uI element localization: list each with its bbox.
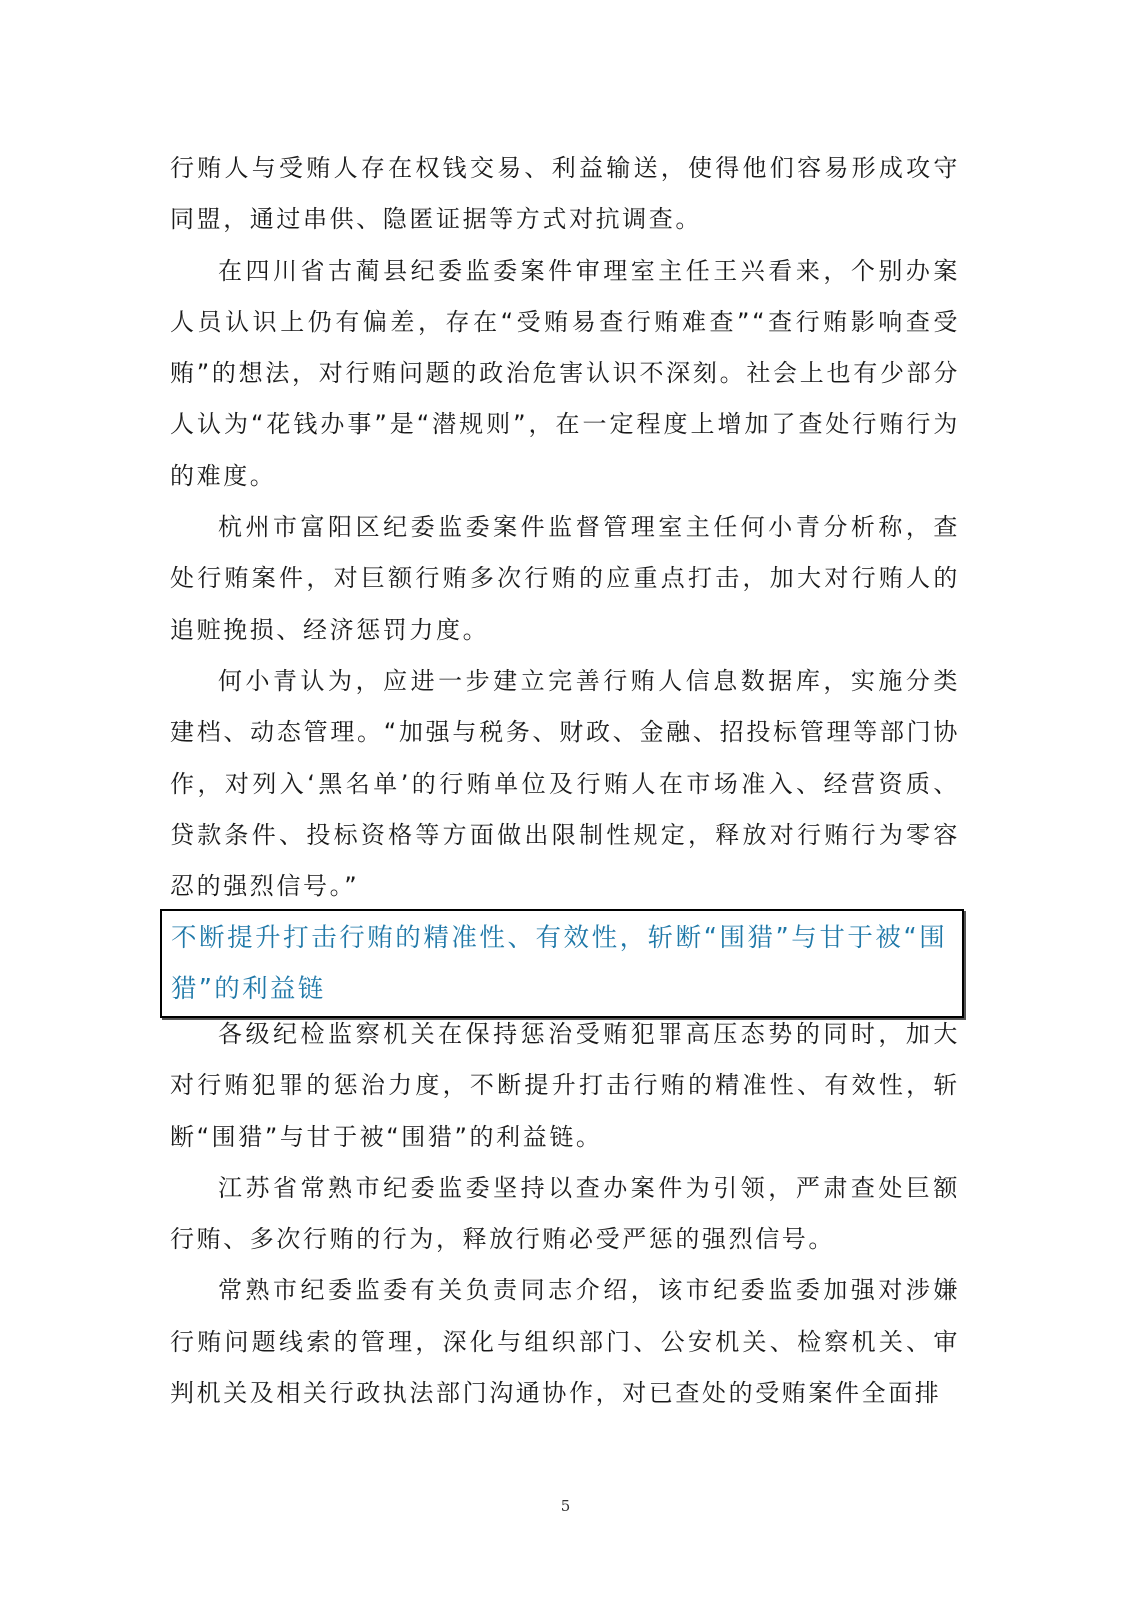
paragraph-changshu-official: 常熟市纪委监委有关负责同志介绍，该市纪委监委加强对涉嫌行贿问题线索的管理，深化与组织部门、公安机关、检察机关、审判机关及相关行政执法部门沟通协作，对已查处的受贿案件全面排 (170, 1276, 960, 1408)
paragraph-changshu: 江苏省常熟市纪委监委坚持以查办案件为引领，严肃查处巨额行贿、多次行贿的行为，释放行贿必受严惩的强烈信号。 (170, 1173, 960, 1254)
paragraph-he-xiaoqing-database: 何小青认为，应进一步建立完善行贿人信息数据库，实施分类建档、动态管理。“加强与税务、财政、金融、招投标管理等部门协作，对列入‘黑名单’的行贿单位及行贿人在市场准入、经营资质、贷款条件、投标资格等方面做出限制性规定，释放对行贿行为零容忍的强烈信号。” (170, 666, 960, 901)
page-number: 5 (560, 1497, 571, 1515)
paragraph-continuation: 行贿人与受贿人存在权钱交易、利益输送，使得他们容易形成攻守同盟，通过串供、隐匿证据等方式对抗调查。 (170, 154, 960, 234)
top-text-block (170, 143, 960, 912)
paragraph-he-xiaoqing-analysis: 杭州市富阳区纪委监委案件监督管理室主任何小青分析称，查处行贿案件，对巨额行贿多次行贿的应重点打击，加大对行贿人的追赃挽损、经济惩罚力度。 (170, 513, 960, 644)
bottom-text-block (170, 1009, 960, 1419)
section-heading: 不断提升打击行贿的精准性、有效性，斩断“围猎”与甘于被“围猎”的利益链 (171, 923, 947, 1004)
paragraph-wang-xing: 在四川省古蔺县纪委监委案件审理室主任王兴看来，个别办案人员认识上仍有偏差，存在“受贿易查行贿难查”“查行贿影响查受贿”的想法，对行贿问题的政治危害认识不深刻。社会上也有少部分人认为“花钱办事”是“潜规则”，在一定程度上增加了查处行贿行为的难度。 (170, 256, 960, 490)
paragraph-discipline-organs: 各级纪检监察机关在保持惩治受贿犯罪高压态势的同时，加大对行贿犯罪的惩治力度，不断提升打击行贿的精准性、有效性，斩断“围猎”与甘于被“围猎”的利益链。 (170, 1020, 960, 1151)
section-heading-box (160, 909, 964, 1018)
